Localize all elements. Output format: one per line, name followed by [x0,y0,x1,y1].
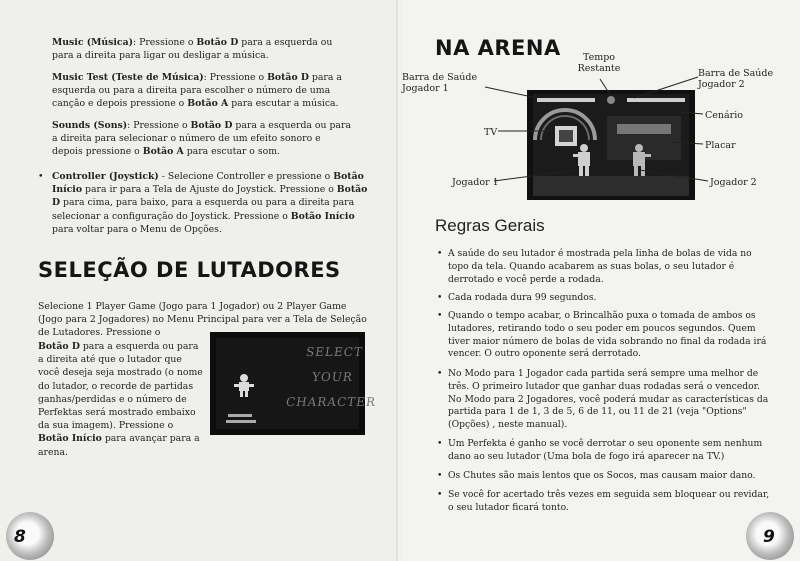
option-music [52,36,352,62]
button-ref: Botão Início [52,171,364,196]
option-term: Controller (Joystick) [52,171,159,182]
bullet-dot: • [437,470,443,481]
rule-item [437,310,770,361]
rule-text: Cada rodada dura 99 segundos. [448,292,597,303]
button-ref: Botão Início [38,433,102,445]
rule-text: Quando o tempo acabar, o Brincalhão puxa o tomada de ambos os lutadores, retirando todo o seu poder em poucos segundos. Quem tiver maior número de bolas de vida sobrando no final da rodada irá vencer. O outro oponente será derrotado. [448,310,767,360]
bullet-dot: • [437,489,443,500]
section-title: SELEÇÃO DE LUTADORES [38,258,341,282]
option-text: : Pressione o [127,120,191,131]
rules-title: Regras Gerais [435,216,545,235]
your-text: YOUR [311,370,354,384]
option-sounds [52,119,352,159]
selection-text: para avançar para a arena. [38,433,200,458]
option-term: Music Test (Teste de Música) [52,72,204,83]
bullet-dot: • [437,438,443,449]
right-page [402,0,800,561]
option-term: Sounds (Sons) [52,120,128,131]
option-text: : Pressione o [133,37,197,48]
button-ref: Botão A [142,146,184,158]
rule-text: Um Perfekta é ganho se você derrotar o seu oponente sem nenhum dano ao seu lutador (Uma bola de fogo irá aparecer na TV.) [448,438,763,462]
option-controller [38,170,372,236]
page-number-badge [6,512,54,560]
label-barra-jogador-2: Barra de Saúde Jogador 2 [698,68,774,90]
page-number: 8 [14,527,26,547]
rule-text: Se você for acertado três vezes em seguida sem bloquear ou revidar, o seu lutador ficará tonto. [448,489,770,513]
option-text: para ir para a Tela de Ajuste do Joystick. Pressione o [82,184,337,196]
selection-text: para a esquerda ou para a direita até que o lutador que você deseja seja mostrado (o nome do lutador, o recorde de partidas ganhas/perdidas e o número de Perfektas será mostrado embaixo da sua imagem). Pressione o [38,341,203,432]
rule-item [437,470,770,483]
label-placar: Placar [705,140,736,151]
label-tempo-restante: Tempo Restante [577,52,621,74]
option-text: para a esquerda ou para a direita para selecionar o número de um efeito sonoro e depois pressione o [52,120,351,158]
option-text: para a esquerda ou para a direita para escolher o número de uma canção e depois pressione o [52,72,342,110]
button-ref: Botão D [196,37,239,48]
arena-leader-lines [402,0,800,210]
option-text: para cima, para baixo, para a esquerda ou para a direita para selecionar a configuração do Joystick. Pressione o [52,197,355,222]
bullet-dot: • [437,292,443,303]
bullet-dot: • [437,368,443,379]
option-text: para escutar a música. [228,98,339,110]
option-text: : Pressione o [203,72,268,83]
label-jogador-2: Jogador 2 [710,177,757,188]
option-term: Music (Música) [52,37,134,48]
character-select-screenshot [210,332,377,435]
label-barra-jogador-1: Barra de Saúde Jogador 1 [402,72,478,94]
arena-title: NA ARENA [435,36,561,60]
bullet-dot: • [38,171,44,182]
option-text: para voltar para o Menu de Opções. [52,223,222,235]
page-number: 9 [763,527,775,547]
rule-item [437,438,770,464]
label-tv: TV [484,127,498,138]
selection-text: Selecione 1 Player Game (Jogo para 1 Jogador) ou 2 Player Game (Jogo para 2 Jogadores) no Menu Principal para ver a Tela de Seleção de Lutadores. Pressione o [38,301,367,339]
button-ref: Botão D [38,341,80,352]
button-ref: Botão A [187,98,229,110]
button-ref: Botão D [52,184,368,209]
option-text: para escutar o som. [183,146,280,158]
bullet-dot: • [437,248,443,259]
button-ref: Botão Início [290,210,355,222]
label-cenario: Cenário [705,110,743,121]
label-jogador-1: Jogador 1 [452,177,499,188]
button-ref: Botão D [190,120,233,131]
button-ref: Botão D [267,72,309,83]
rule-item [437,489,770,515]
bullet-dot: • [437,310,443,321]
option-text: - Selecione Controller e pressione o [158,171,334,182]
rule-text: No Modo para 1 Jogador cada partida será sempre uma melhor de três. O primeiro lutador que ganhar duas rodadas será o vencedor. No Modo para 2 Jogadores, você poderá mudar as características da partida para 1 de 1, 3 de 5, 6 de 11, ou 11 de 21 (veja "Options" (Opções) , neste manual). [448,368,769,431]
character-text: CHARACTER [285,395,377,409]
rule-item [437,248,768,286]
page-number-badge [746,512,794,560]
rule-item [437,292,768,305]
rule-item [437,368,770,432]
rule-text: Os Chutes são mais lentos que os Socos, mas causam maior dano. [448,470,756,481]
left-page [0,0,398,561]
option-music-test [52,71,357,111]
select-text: SELECT [305,345,364,359]
selection-instructions [38,340,204,459]
option-text: para a esquerda ou para a direita para ligar ou desligar a música. [52,37,333,62]
rule-text: A saúde do seu lutador é mostrada pela linha de bolas de vida no topo da tela. Quando acabarem as suas bolas, o seu lutador é derrotado e você perde a rodada. [448,248,752,285]
